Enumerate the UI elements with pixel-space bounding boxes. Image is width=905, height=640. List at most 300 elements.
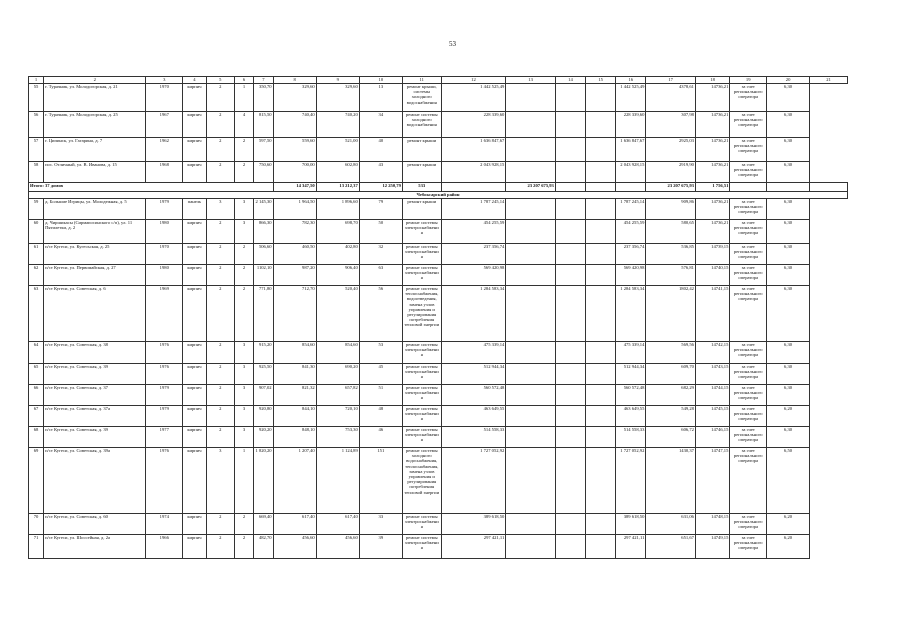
residential-area: 740,20 — [316, 112, 359, 138]
wall-material: кирпич — [183, 406, 207, 427]
residential-area: 690,20 — [316, 364, 359, 385]
residential-area: 520,40 — [316, 286, 359, 342]
limit-cost: 14736,21 — [695, 199, 729, 220]
table-row — [29, 162, 848, 183]
cost: 228 339,60 — [441, 112, 506, 138]
column-number: 4 — [183, 77, 207, 84]
year: 1970 — [146, 84, 183, 112]
col-14 — [506, 364, 556, 385]
unit-cost: 576,81 — [646, 265, 696, 286]
living-area: 821,32 — [273, 385, 316, 406]
unit-cost: 4378,61 — [646, 84, 696, 112]
col-15 — [555, 138, 585, 162]
total-cost: 1 636 847,67 — [616, 138, 646, 162]
cost: 2 043 928,15 — [441, 162, 506, 183]
total-cost: 514 558,33 — [616, 427, 646, 448]
living-area: 329,60 — [273, 84, 316, 112]
column-number: 2 — [44, 77, 146, 84]
total-cost: 569 420,98 — [616, 265, 646, 286]
work-type: ремонт крыши — [402, 199, 441, 220]
col-16 — [586, 84, 616, 112]
col-15 — [555, 199, 585, 220]
term: 6,30 — [767, 244, 810, 265]
residential-area: 602,80 — [316, 162, 359, 183]
col-14 — [506, 84, 556, 112]
col-14 — [506, 286, 556, 342]
limit-cost: 14743,15 — [695, 364, 729, 385]
cost: 297 421,11 — [441, 535, 506, 559]
address: п/ст Кугеси, ул. Советская, д. 39а — [44, 448, 146, 514]
residential-area: 456,60 — [316, 535, 359, 559]
entrances: 3 — [234, 220, 253, 244]
work-type: ремонт крыши — [402, 138, 441, 162]
total-area: 2 145,30 — [254, 199, 273, 220]
address: п/ст Кугеси, ул. Шоссейная, д. 2а — [44, 535, 146, 559]
col-16 — [586, 535, 616, 559]
entrances: 1 — [234, 84, 253, 112]
address: п/ст Кугеси, ул. Советская, д. 39 — [44, 427, 146, 448]
row-number: 60 — [29, 220, 44, 244]
empty-cell — [730, 183, 767, 192]
work-type: ремонт системы электроснабжения — [402, 244, 441, 265]
address: г. Ципинск, ул. Гагарина, д. 7 — [44, 138, 146, 162]
wall-material: кирпич — [183, 448, 207, 514]
address: п/ст Кугеси, ул. Советская, д. 60 — [44, 514, 146, 535]
work-type: ремонт системы электроснабжения — [402, 364, 441, 385]
row-number: 70 — [29, 514, 44, 535]
total-cost: 1 787 245,14 — [616, 199, 646, 220]
total-cost: 1 442 525,49 — [616, 84, 646, 112]
term: 6,30 — [767, 265, 810, 286]
entrances: 3 — [234, 427, 253, 448]
total-row — [29, 183, 848, 192]
living-area: 460,50 — [273, 244, 316, 265]
table-row — [29, 427, 848, 448]
residents: 50 — [359, 220, 402, 244]
address: п/ст Кугеси, ул. Советская, д. 37 — [44, 385, 146, 406]
residential-area: 753,30 — [316, 427, 359, 448]
residents: 151 — [359, 448, 402, 514]
col-15 — [555, 286, 585, 342]
year: 1976 — [146, 342, 183, 364]
page-number: 53 — [449, 40, 456, 48]
wall-material: кирпич — [183, 514, 207, 535]
address: п/ст Кугеси, ул. Советская, д. 39 — [44, 364, 146, 385]
col-15 — [555, 220, 585, 244]
table-row — [29, 265, 848, 286]
work-type: ремонт крыши, системы холодного водоснабжения — [402, 84, 441, 112]
column-number: 10 — [359, 77, 402, 84]
table-row — [29, 342, 848, 364]
floors: 2 — [206, 265, 234, 286]
column-number: 19 — [730, 77, 767, 84]
funding-source: за счет регионального оператора — [730, 244, 767, 265]
address: п/ст Кугеси, ул. Советская, д. 38 — [44, 342, 146, 364]
address: п/ст Кугеси, ул. Советская, д. 37а — [44, 406, 146, 427]
work-type: ремонт системы электроснабжения — [402, 385, 441, 406]
total-cost: 389 618,50 — [616, 514, 646, 535]
col-15 — [555, 406, 585, 427]
limit-cost: 14736,21 — [695, 162, 729, 183]
column-number: 11 — [402, 77, 441, 84]
funding-source: за счет регионального оператора — [730, 162, 767, 183]
floors: 3 — [206, 199, 234, 220]
limit-cost: 14747,15 — [695, 448, 729, 514]
repair-register-table — [28, 76, 848, 559]
total-area: 506,60 — [254, 244, 273, 265]
section-row — [29, 192, 848, 199]
total-area: 1 820,20 — [254, 448, 273, 514]
term: 6,20 — [767, 514, 810, 535]
unit-cost: 909,86 — [646, 199, 696, 220]
year: 1962 — [146, 138, 183, 162]
limit-cost: 14741,15 — [695, 286, 729, 342]
empty-cell — [586, 183, 616, 192]
entrances: 2 — [234, 162, 253, 183]
col-16 — [586, 138, 616, 162]
living-area: 617,40 — [273, 514, 316, 535]
table-row — [29, 514, 848, 535]
living-area: 1 964,50 — [273, 199, 316, 220]
residents: 43 — [359, 162, 402, 183]
column-number: 9 — [316, 77, 359, 84]
column-number: 13 — [506, 77, 556, 84]
limit-cost: 14739,15 — [695, 244, 729, 265]
floors: 2 — [206, 138, 234, 162]
wall-material: кирпич — [183, 385, 207, 406]
unit-cost: 631,06 — [646, 514, 696, 535]
col-16 — [586, 406, 616, 427]
table-row — [29, 84, 848, 112]
residents: 56 — [359, 286, 402, 342]
total-living-area: 13 212,37 — [316, 183, 359, 192]
residents: 39 — [359, 535, 402, 559]
floors: 2 — [206, 112, 234, 138]
limit-cost: 14744,15 — [695, 385, 729, 406]
col-14 — [506, 342, 556, 364]
living-area: 559,60 — [273, 138, 316, 162]
col-14 — [506, 448, 556, 514]
col-14 — [506, 244, 556, 265]
wall-material: панель — [183, 199, 207, 220]
limit-cost: 14736,21 — [695, 84, 729, 112]
row-number: 69 — [29, 448, 44, 514]
unit-cost: 609,70 — [646, 364, 696, 385]
work-type: ремонт системы электроснабжения — [402, 265, 441, 286]
wall-material: кирпич — [183, 138, 207, 162]
col-15 — [555, 244, 585, 265]
cost: 475 339,14 — [441, 342, 506, 364]
wall-material: кирпич — [183, 112, 207, 138]
total-area: 920,20 — [254, 427, 273, 448]
term: 6,30 — [767, 84, 810, 112]
table-body — [29, 77, 848, 559]
unit-cost: 606,72 — [646, 427, 696, 448]
wall-material: кирпич — [183, 244, 207, 265]
term: 6,30 — [767, 162, 810, 183]
total-cost: 1 727 052,92 — [616, 448, 646, 514]
year: 1974 — [146, 514, 183, 535]
row-number: 66 — [29, 385, 44, 406]
col-15 — [555, 427, 585, 448]
cost: 1 636 847,67 — [441, 138, 506, 162]
col-16 — [586, 448, 616, 514]
col-14 — [506, 535, 556, 559]
entrances: 2 — [234, 138, 253, 162]
term: 6,20 — [767, 535, 810, 559]
living-area: 456,60 — [273, 535, 316, 559]
unit-cost: 2925,03 — [646, 138, 696, 162]
unit-cost: 549,28 — [646, 406, 696, 427]
term: 6,30 — [767, 286, 810, 342]
wall-material: кирпич — [183, 286, 207, 342]
total-cost: 23 207 675,93 — [506, 183, 556, 192]
table-row — [29, 385, 848, 406]
entrances: 3 — [234, 199, 253, 220]
column-number: 14 — [555, 77, 585, 84]
col-14 — [506, 406, 556, 427]
residential-area: 521,00 — [316, 138, 359, 162]
total-cost: 2 043 928,15 — [616, 162, 646, 183]
empty-cell — [767, 183, 810, 192]
living-area: 844,10 — [273, 406, 316, 427]
row-number: 62 — [29, 265, 44, 286]
entrances: 2 — [234, 514, 253, 535]
total-area: 14 347,50 — [273, 183, 316, 192]
residential-area: 906,40 — [316, 265, 359, 286]
total-residential-area: 12 250,79 — [359, 183, 402, 192]
col-14 — [506, 199, 556, 220]
work-type: ремонт системы электроснабжения — [402, 406, 441, 427]
total-residents: 533 — [402, 183, 441, 192]
col-16 — [586, 112, 616, 138]
total-cost: 560 572,48 — [616, 385, 646, 406]
floors: 2 — [206, 84, 234, 112]
col-16 — [586, 364, 616, 385]
term: 6,50 — [767, 448, 810, 514]
year: 1976 — [146, 448, 183, 514]
table-row — [29, 535, 848, 559]
funding-source: за счет регионального оператора — [730, 535, 767, 559]
empty-cell — [555, 183, 585, 192]
cost: 1 727 052,92 — [441, 448, 506, 514]
col-15 — [555, 364, 585, 385]
total-label: Итого: 37 домов — [29, 183, 274, 192]
col-16 — [586, 342, 616, 364]
living-area: 841,30 — [273, 364, 316, 385]
floors: 2 — [206, 162, 234, 183]
row-number: 55 — [29, 84, 44, 112]
entrances: 2 — [234, 265, 253, 286]
entrances: 2 — [234, 286, 253, 342]
total-area: 350,70 — [254, 84, 273, 112]
address: п/ст Кугеси, ул. Советская, д. 6 — [44, 286, 146, 342]
col-14 — [506, 427, 556, 448]
limit-cost: 14736,21 — [695, 138, 729, 162]
residential-area: 329,60 — [316, 84, 359, 112]
row-number: 59 — [29, 199, 44, 220]
unit-cost: 1430,37 — [646, 448, 696, 514]
row-number: 57 — [29, 138, 44, 162]
living-area: 700,00 — [273, 162, 316, 183]
col-15 — [555, 342, 585, 364]
floors: 2 — [206, 535, 234, 559]
column-number: 17 — [646, 77, 696, 84]
col-14 — [506, 112, 556, 138]
unit-cost: 536,85 — [646, 244, 696, 265]
total-cost: 228 339,60 — [616, 112, 646, 138]
residents: 48 — [359, 406, 402, 427]
row-number: 64 — [29, 342, 44, 364]
column-number-row — [29, 77, 848, 84]
total-area: 915,20 — [254, 342, 273, 364]
term: 6,30 — [767, 385, 810, 406]
total-area: 925,50 — [254, 364, 273, 385]
residents: 51 — [359, 385, 402, 406]
year: 1979 — [146, 406, 183, 427]
limit-cost: 14749,15 — [695, 535, 729, 559]
floors: 2 — [206, 364, 234, 385]
work-type: ремонт системы холодного водоснабжения, теплоснабжения, замена узлов управления и регулирования потребления тепловой энергии — [402, 448, 441, 514]
table-row — [29, 448, 848, 514]
residents: 13 — [359, 84, 402, 112]
floors: 2 — [206, 514, 234, 535]
col-14 — [506, 265, 556, 286]
column-number: 12 — [441, 77, 506, 84]
cost: 514 558,33 — [441, 427, 506, 448]
total-area: 1102,10 — [254, 265, 273, 286]
row-number: 58 — [29, 162, 44, 183]
total-area: 669,40 — [254, 514, 273, 535]
year: 1979 — [146, 385, 183, 406]
residents: 63 — [359, 265, 402, 286]
living-area: 848,10 — [273, 427, 316, 448]
limit-cost: 14746,15 — [695, 427, 729, 448]
year: 1980 — [146, 265, 183, 286]
address: г. Турачник, ул. Молодогорская, д. 25 — [44, 112, 146, 138]
residents: 46 — [359, 427, 402, 448]
limit-cost: 14745,15 — [695, 406, 729, 427]
unit-cost: 580,65 — [646, 220, 696, 244]
row-number: 68 — [29, 427, 44, 448]
empty-cell — [441, 183, 506, 192]
total-area: 597,50 — [254, 138, 273, 162]
living-area: 1 207,40 — [273, 448, 316, 514]
funding-source: за счет регионального оператора — [730, 448, 767, 514]
floors: 2 — [206, 244, 234, 265]
cost: 1 284 583,34 — [441, 286, 506, 342]
address: п/ст Кугеси, ул. Кугесьская, д. 25 — [44, 244, 146, 265]
year: 1976 — [146, 364, 183, 385]
col-15 — [555, 84, 585, 112]
residential-area: 1 124,89 — [316, 448, 359, 514]
unit-cost: 569,56 — [646, 342, 696, 364]
limit-cost: 14740,15 — [695, 265, 729, 286]
row-number: 71 — [29, 535, 44, 559]
residential-area: 402,80 — [316, 244, 359, 265]
column-number: 5 — [206, 77, 234, 84]
column-number: 16 — [616, 77, 646, 84]
table-row — [29, 138, 848, 162]
col-16 — [586, 162, 616, 183]
address: пос. Отличный, ул. В. Иванова, д. 15 — [44, 162, 146, 183]
residential-area: 657,82 — [316, 385, 359, 406]
work-type: ремонт системы электроснабжения — [402, 535, 441, 559]
limit-cost: 14742,15 — [695, 342, 729, 364]
address: г. Турачник, ул. Молодогорская, д. 21 — [44, 84, 146, 112]
living-area: 854,60 — [273, 342, 316, 364]
living-area: 740,40 — [273, 112, 316, 138]
total-area: 815,50 — [254, 112, 273, 138]
living-area: 987,20 — [273, 265, 316, 286]
work-type: ремонт системы электроснабжения — [402, 342, 441, 364]
year: 1967 — [146, 112, 183, 138]
floors: 2 — [206, 342, 234, 364]
table-row — [29, 364, 848, 385]
col-14 — [506, 138, 556, 162]
entrances: 3 — [234, 385, 253, 406]
col-16 — [586, 244, 616, 265]
row-number: 63 — [29, 286, 44, 342]
wall-material: кирпич — [183, 84, 207, 112]
column-number: 6 — [234, 77, 253, 84]
cost: 560 572,48 — [441, 385, 506, 406]
wall-material: кирпич — [183, 535, 207, 559]
year: 1968 — [146, 162, 183, 183]
total-area: 907,02 — [254, 385, 273, 406]
col-16 — [586, 220, 616, 244]
wall-material: кирпич — [183, 162, 207, 183]
total-area: 866,30 — [254, 220, 273, 244]
term: 6,30 — [767, 199, 810, 220]
residents: 45 — [359, 364, 402, 385]
term: 6,30 — [767, 364, 810, 385]
year: 1977 — [146, 427, 183, 448]
col-16 — [586, 286, 616, 342]
limit-cost: 14748,15 — [695, 514, 729, 535]
residents: 53 — [359, 342, 402, 364]
table-row — [29, 244, 848, 265]
floors: 2 — [206, 220, 234, 244]
cost: 463 649,55 — [441, 406, 506, 427]
year: 1970 — [146, 244, 183, 265]
year: 1980 — [146, 220, 183, 244]
section-title: Чебоксарский район — [29, 192, 848, 199]
funding-source: за счет регионального оператора — [730, 220, 767, 244]
term: 6,30 — [767, 220, 810, 244]
wall-material: кирпич — [183, 342, 207, 364]
entrances: 1 — [234, 448, 253, 514]
entrances: 4 — [234, 112, 253, 138]
funding-source: за счет регионального оператора — [730, 199, 767, 220]
total-area: 750,60 — [254, 162, 273, 183]
unit-cost: 651,67 — [646, 535, 696, 559]
funding-source: за счет регионального оператора — [730, 112, 767, 138]
residents: 33 — [359, 514, 402, 535]
limit-cost: 14736,21 — [695, 112, 729, 138]
living-area: 782,30 — [273, 220, 316, 244]
total-area: 771,80 — [254, 286, 273, 342]
residential-area: 617,40 — [316, 514, 359, 535]
total-unit-cost: 1 756,51 — [695, 183, 729, 192]
col-15 — [555, 514, 585, 535]
entrances: 3 — [234, 342, 253, 364]
col-16 — [586, 385, 616, 406]
empty-cell — [616, 183, 646, 192]
funding-source: за счет регионального оператора — [730, 138, 767, 162]
unit-cost: 307,98 — [646, 112, 696, 138]
col-16 — [586, 265, 616, 286]
